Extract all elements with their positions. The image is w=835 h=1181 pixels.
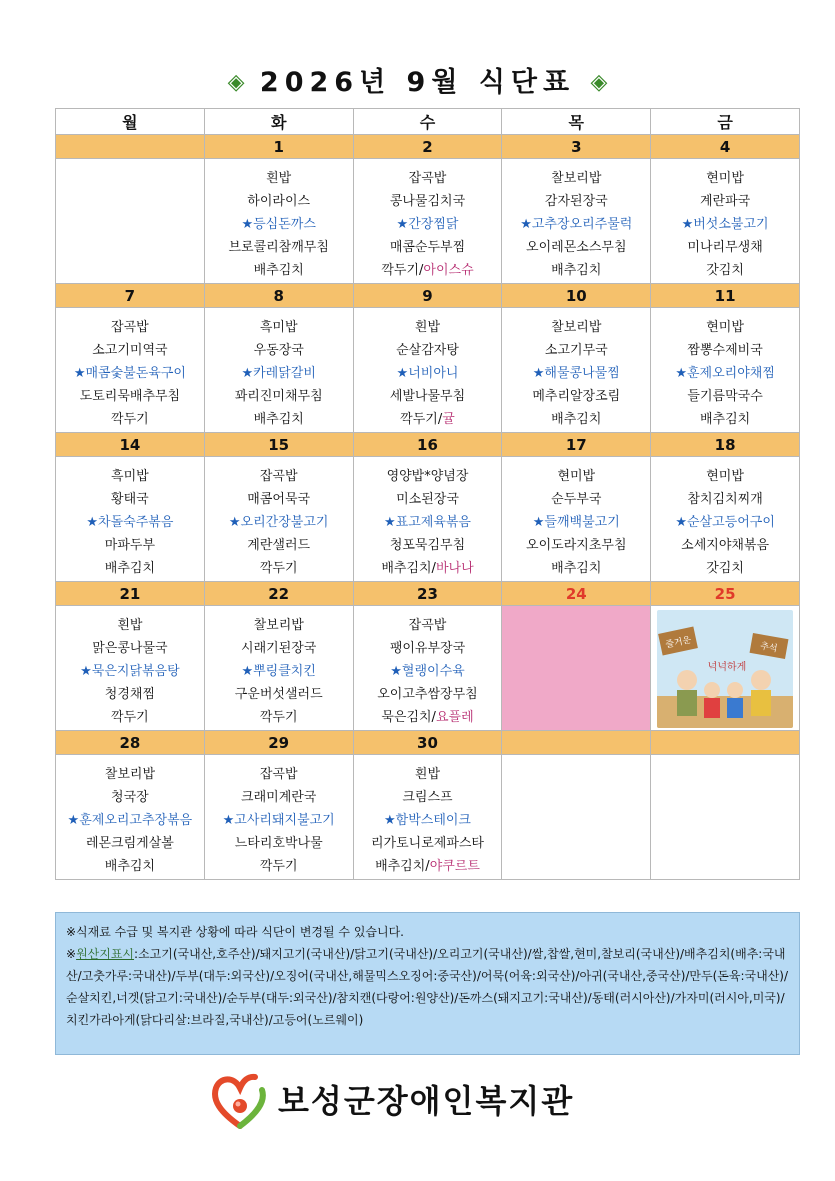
menu-item: 깍두기 [111,412,149,427]
page-title [0,60,835,99]
menu-item: 팽이유부장국 [389,641,466,656]
menu-item: 미소된장국 [396,492,459,507]
menu-item: 잡곡밥 [111,320,149,335]
date-row [56,135,800,159]
menu-item: 오이레몬소스무침 [526,240,627,255]
menu-item: 배추김치/야쿠르트 [375,859,480,874]
menu-cell [353,606,502,731]
menu-row [56,308,800,433]
menu-item: 계란샐러드 [247,538,311,553]
weekday-header-row [56,109,800,135]
menu-item: 잡곡밥 [259,767,298,782]
menu-cell [204,159,353,284]
menu-item: 흰밥 [414,767,441,782]
menu-item: 배추김치 [551,561,602,576]
menu-item: 잡곡밥 [408,618,447,633]
svg-text:즐거운: 즐거운 [664,635,693,651]
menu-item: 계란파국 [699,194,751,209]
date-cell: 3 [502,135,651,159]
dessert-item: 요플레 [435,710,474,725]
menu-item: 감자된장국 [544,194,608,209]
menu-item: 순살감자탕 [396,343,459,358]
main-dish-item: ★카레닭갈비 [241,366,316,381]
menu-item: 맑은콩나물국 [92,641,168,656]
menu-item: 메추리알장조림 [532,389,621,404]
date-cell: 18 [651,433,800,457]
menu-item: 매콤순두부찜 [389,240,466,255]
diamond-left-icon: ◈ [227,70,245,95]
menu-cell [353,755,502,880]
origin-notice: ※원산지표시:소고기(국내산,호주산)/돼지고기(국내산)/닭고기(국내산)/오리고기(국내산)/쌀,찹쌀,현미,찰보리(국내산)/배추김치(배추:국내산/고춧가루:국내산)/두부(대두:외국산)/오징어(국내산,해물믹스오징어:중국산)/어묵(어육:외국산)/아귀(국내산,중국산)/만두(돈육:국내산)/순살치킨,너겟(닭고기:국내산)/순두부(대두:외국산)/참치캔(다랑어:원양산)/돈까스(돼지고기:국내산)/동태(러시아산)/가자미(러시아,미국)/치킨가라아게(닭다리살:브라질,국내산)/고등어(노르웨이) [66,947,789,1027]
menu-item: 배추김치 [104,859,156,874]
menu-item: 황태국 [111,492,149,507]
menu-item: 짬뽕수제비국 [687,343,763,358]
org-name: 보성군장애인복지관 [278,1082,575,1120]
menu-cell [502,606,651,731]
menu-item: 현미밥 [557,469,596,484]
svg-text:추석: 추석 [759,641,779,655]
menu-item: 하이라이스 [247,194,311,209]
menu-cell [353,308,502,433]
menu-item: 묵은김치/요플레 [381,710,474,725]
menu-row [56,159,800,284]
main-dish-item: ★해물콩나물찜 [532,366,620,381]
menu-cell [651,755,800,880]
menu-cell [651,606,800,731]
date-row [56,582,800,606]
menu-cell [651,308,800,433]
menu-item: 찰보리밥 [104,767,156,782]
menu-item: 마파두부 [104,538,156,553]
menu-cell [56,457,205,582]
date-cell: 29 [204,731,353,755]
date-cell: 25 [651,582,800,606]
main-dish-item: ★혈랭이수육 [390,664,465,679]
menu-item: 배추김치 [253,412,304,427]
main-dish-item: ★순살고등어구이 [675,515,775,530]
menu-item: 잡곡밥 [259,469,298,484]
menu-cell [353,159,502,284]
chuseok-illustration [657,610,793,728]
origin-text: :소고기(국내산,호주산)/돼지고기(국내산)/닭고기(국내산)/오리고기(국내산)/쌀,찹쌀,현미,찰보리(국내산)/배추김치(배추:국내산/고춧가루:국내산)/두부(대두:외국산)/오징어(국내산,해물믹스오징어:중국산)/어묵(어육:외국산)/아귀(국내산,중국산)/만두(돈육:국내산)/순살치킨,너겟(닭고기:국내산)/순두부(대두:외국산)/참치캔(다랑어:원양산)/돈까스(돼지고기:국내산)/동태(러시아산)/가자미(러시아,미국)/치킨가라아게(닭다리살:브라질,국내산)/고등어(노르웨이) [66,947,789,1027]
menu-cell [204,755,353,880]
main-dish-item: ★버섯소불고기 [681,217,769,232]
menu-item: 찰보리밥 [551,320,602,335]
date-cell: 15 [204,433,353,457]
menu-item: 크림스프 [402,790,453,805]
menu-item: 현미밥 [706,320,744,335]
diamond-right-icon: ◈ [590,70,608,95]
svg-text:넉넉하게: 넉넉하게 [707,662,747,673]
menu-item: 갓김치 [706,263,744,278]
menu-item: 영양밥*양념장 [386,469,469,484]
weekday-header: 목 [502,109,651,135]
menu-cell [204,606,353,731]
menu-cell [56,159,205,284]
menu-item: 청국장 [111,790,149,805]
menu-item: 깍두기/아이스슈 [381,263,474,278]
main-dish-item: ★너비아니 [396,366,459,381]
meal-calendar [55,108,800,880]
menu-item: 순두부국 [551,492,602,507]
menu-item: 오이고추쌈장무침 [377,687,478,702]
dessert-item: 아이스슈 [423,263,474,278]
menu-item: 배추김치 [551,412,602,427]
menu-item: 구운버섯샐러드 [234,687,323,702]
menu-item: 느타리호박나물 [234,836,323,851]
date-cell: 22 [204,582,353,606]
weekday-header: 수 [353,109,502,135]
menu-item: 배추김치 [104,561,156,576]
main-dish-item: ★고사리돼지불고기 [222,813,335,828]
date-cell: 23 [353,582,502,606]
menu-cell [56,308,205,433]
menu-item: 흑미밥 [259,320,298,335]
menu-item: 오이도라지초무침 [526,538,627,553]
menu-item: 깍두기 [259,710,298,725]
date-row [56,284,800,308]
menu-item: 깍두기 [111,710,149,725]
main-dish-item: ★훈제오리야채찜 [675,366,775,381]
menu-item: 현미밥 [706,469,744,484]
menu-row [56,457,800,582]
menu-item: 세발나물무침 [389,389,466,404]
menu-item: 흰밥 [414,320,441,335]
main-dish-item: ★차돌숙주볶음 [86,515,174,530]
menu-item: 소고기무국 [544,343,608,358]
menu-item: 잡곡밥 [408,171,447,186]
weekday-header: 월 [56,109,205,135]
date-cell [651,731,800,755]
menu-cell [204,308,353,433]
menu-item: 갓김치 [706,561,744,576]
menu-item: 브로콜리참깨무침 [228,240,329,255]
menu-item: 매콤어묵국 [247,492,311,507]
footer-logo [210,1072,650,1132]
menu-item: 흰밥 [266,171,292,186]
origin-label: 원산지표시 [76,947,135,961]
menu-item: 배추김치 [699,412,751,427]
menu-item: 시래기된장국 [241,641,317,656]
main-dish-item: ★묵은지닭볶음탕 [80,664,180,679]
menu-cell [502,755,651,880]
dessert-item: 귤 [442,412,455,427]
date-row [56,731,800,755]
menu-item: 깍두기/귤 [400,412,455,427]
menu-cell [204,457,353,582]
chuseok-family-icon [657,610,793,728]
notice-line: ※식재료 수급 및 복지관 상황에 따라 식단이 변경될 수 있습니다. [66,925,405,939]
main-dish-item: ★함박스테이크 [383,813,471,828]
menu-item: 우동장국 [253,343,304,358]
weekday-header: 화 [204,109,353,135]
menu-item: 레몬크림게살볼 [85,836,174,851]
menu-item: 찰보리밥 [253,618,304,633]
menu-item: 크래미계란국 [241,790,317,805]
date-cell [502,731,651,755]
menu-item: 들기름막국수 [687,389,763,404]
date-cell: 21 [56,582,205,606]
menu-cell [651,159,800,284]
menu-item: 청포묵김무침 [389,538,466,553]
main-dish-item: ★표고제육볶음 [383,515,471,530]
menu-item: 청경채찜 [104,687,156,702]
menu-row [56,606,800,731]
date-cell: 14 [56,433,205,457]
menu-item: 소세지야채볶음 [681,538,770,553]
menu-item: 배추김치 [253,263,304,278]
menu-item: 깍두기 [259,561,298,576]
date-cell: 11 [651,284,800,308]
date-cell: 7 [56,284,205,308]
date-cell: 28 [56,731,205,755]
dessert-item: 야쿠르트 [429,859,480,874]
main-dish-item: ★뿌링클치킨 [241,664,316,679]
date-cell: 10 [502,284,651,308]
date-row [56,433,800,457]
heart-logo-icon [210,1072,270,1130]
main-dish-item: ★들깨백불고기 [532,515,620,530]
main-dish-item: ★고추장오리주물럭 [520,217,633,232]
menu-item: 흑미밥 [111,469,149,484]
main-dish-item: ★오리간장불고기 [228,515,329,530]
menu-item: 미나리무생채 [687,240,763,255]
date-cell [56,135,205,159]
menu-item: 참치김치찌개 [687,492,763,507]
notice-box [55,912,800,1055]
menu-cell [56,606,205,731]
menu-cell [651,457,800,582]
date-cell: 16 [353,433,502,457]
date-cell: 8 [204,284,353,308]
title-text: 2026년 9월 식단표 [259,67,576,98]
main-dish-item: ★간장찜닭 [396,217,459,232]
menu-cell [56,755,205,880]
date-cell: 17 [502,433,651,457]
menu-item: 리가토니로제파스타 [370,836,484,851]
menu-item: 현미밥 [706,171,744,186]
menu-item: 소고기미역국 [92,343,168,358]
menu-row [56,755,800,880]
date-cell: 2 [353,135,502,159]
menu-item: 찰보리밥 [551,171,602,186]
menu-item: 도토리묵배추무침 [79,389,181,404]
date-cell: 24 [502,582,651,606]
menu-item: 깍두기 [259,859,298,874]
menu-item: 배추김치/바나나 [381,561,474,576]
menu-cell [502,308,651,433]
dessert-item: 바나나 [435,561,474,576]
menu-item: 흰밥 [117,618,143,633]
menu-cell [502,159,651,284]
main-dish-item: ★등심돈까스 [241,217,316,232]
weekday-header: 금 [651,109,800,135]
menu-item: 꽈리진미채무침 [234,389,323,404]
main-dish-item: ★매콤숯불돈육구이 [73,366,186,381]
menu-item: 배추김치 [551,263,602,278]
menu-cell [502,457,651,582]
main-dish-item: ★훈제오리고추장볶음 [67,813,193,828]
menu-item: 콩나물김치국 [389,194,466,209]
menu-cell [353,457,502,582]
date-cell: 1 [204,135,353,159]
date-cell: 30 [353,731,502,755]
date-cell: 4 [651,135,800,159]
date-cell: 9 [353,284,502,308]
